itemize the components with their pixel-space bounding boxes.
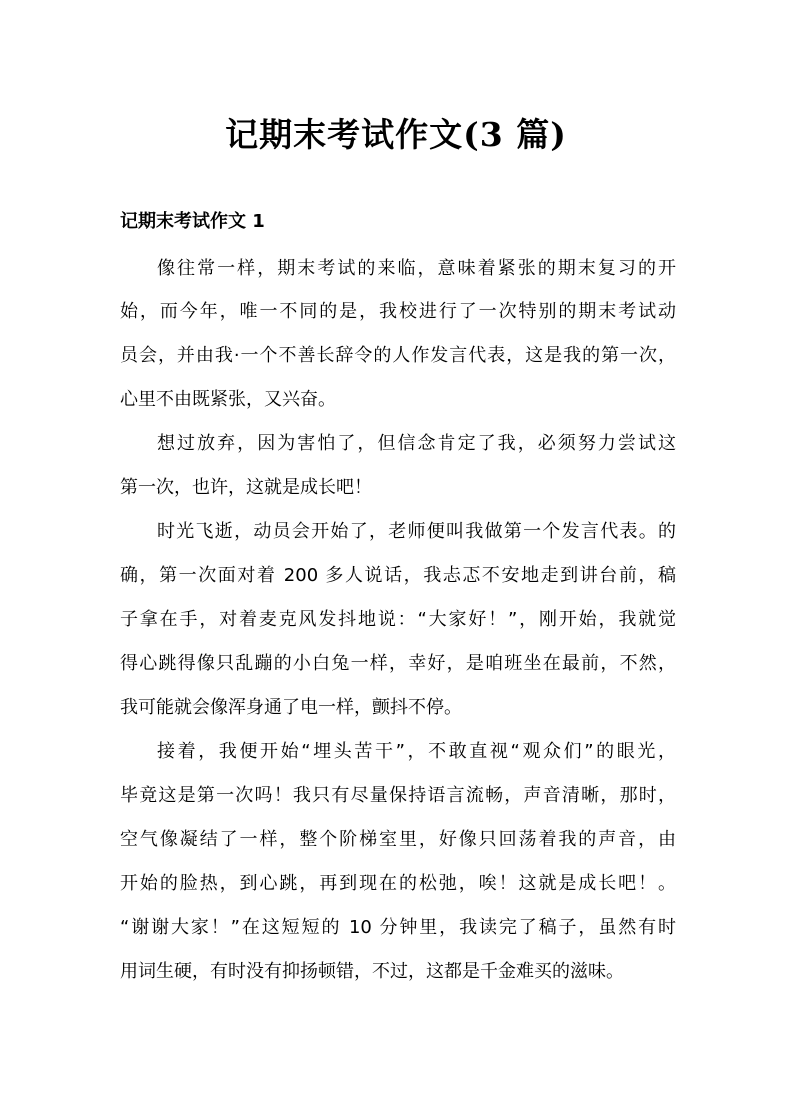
paragraph-line: 心里不由既紧张，又兴奋。	[120, 389, 336, 410]
paragraph-line: 员会，并由我·一个不善长辞令的人作发言代表，这是我的第一次，	[120, 345, 676, 366]
paragraph-line: 接着，我便开始“埋头苦干”，不敢直视“观众们”的眼光，	[157, 741, 676, 762]
paragraph-line: 像往常一样，期末考试的来临，意味着紧张的期末复习的开	[157, 258, 676, 279]
paragraph-line: 用词生硬，有时没有抑扬顿错，不过，这都是千金难买的滋味。	[120, 961, 624, 982]
paragraph-line: “谢谢大家！”在这短短的 10 分钟里，我读完了稿子，虽然有时	[120, 917, 676, 938]
paragraph-line: 想过放弃，因为害怕了，但信念肯定了我，必须努力尝试这	[157, 433, 676, 454]
document-title: 记期末考试作文(3 篇)	[225, 115, 567, 154]
paragraph-line: 子拿在手，对着麦克风发抖地说：“大家好！”，刚开始，我就觉	[120, 609, 676, 630]
paragraph-line: 第一次，也许，这就是成长吧！	[120, 477, 372, 498]
paragraph-line: 得心跳得像只乱蹦的小白兔一样，幸好，是咱班坐在最前，不然，	[120, 653, 676, 674]
section-heading: 记期末考试作文 1	[120, 211, 265, 232]
paragraph-line: 毕竟这是第一次吗！我只有尽量保持语言流畅，声音清晰，那时，	[120, 785, 676, 806]
paragraph-line: 时光飞逝，动员会开始了，老师便叫我做第一个发言代表。的	[157, 521, 676, 542]
paragraph-line: 我可能就会像浑身通了电一样，颤抖不停。	[120, 697, 462, 718]
paragraph-line: 开始的脸热，到心跳，再到现在的松弛，唉！这就是成长吧！。	[120, 873, 676, 894]
paragraph-line: 确，第一次面对着 200 多人说话，我忐忑不安地走到讲台前，稿	[120, 565, 676, 586]
paragraph-line: 空气像凝结了一样，整个阶梯室里，好像只回荡着我的声音，由	[120, 829, 676, 850]
paragraph-line: 始，而今年，唯一不同的是，我校进行了一次特别的期末考试动	[120, 301, 676, 322]
